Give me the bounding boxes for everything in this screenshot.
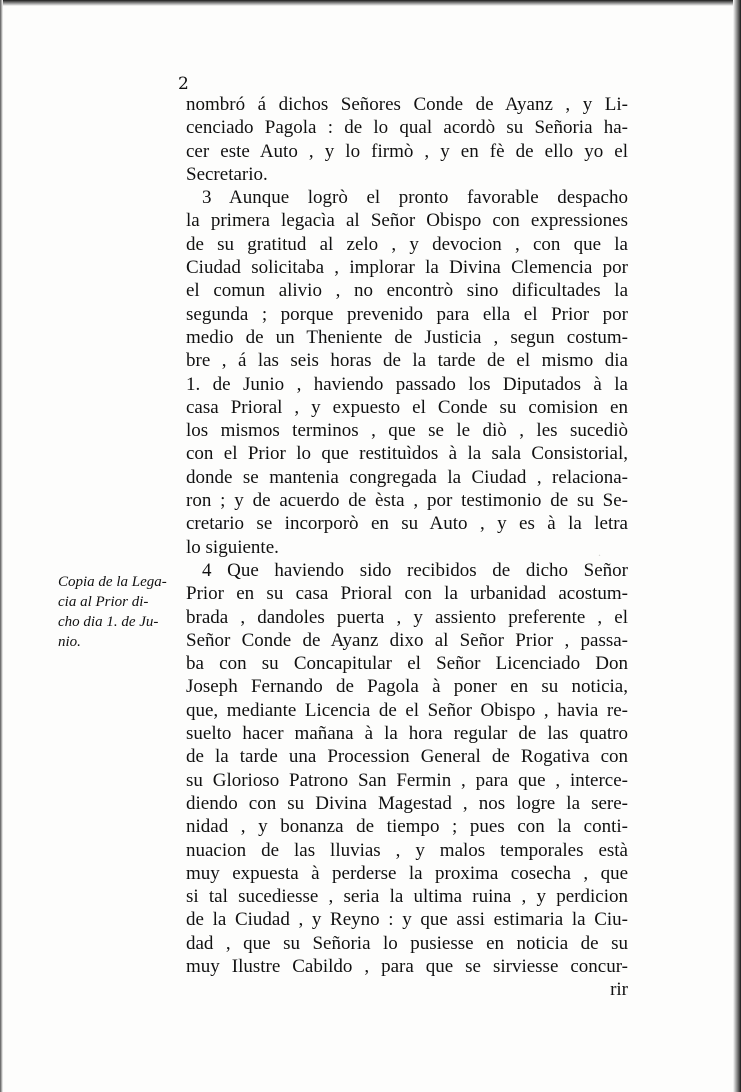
text-line: cer este Auto , y lo firmò , y en fè de ello yo el <box>186 140 628 162</box>
text-line: muy expuesta à perderse la proxima cosecha , que <box>186 862 628 884</box>
text-line: lo siguiente. <box>186 536 279 558</box>
paragraph-4-start: 4 Que haviendo sido recibidos de dicho Señor <box>202 559 628 581</box>
main-text-block <box>186 93 628 1002</box>
text-line: Ciudad solicitaba , implorar la Divina Clemencia por <box>186 257 628 279</box>
text-line: Secretario. <box>186 163 268 185</box>
text-line: Prior en su casa Prioral con la urbanidad acostum- <box>186 583 628 605</box>
text-line: el comun alivio , no encontrò sino dificultades la <box>186 280 628 302</box>
text-line: ron ; y de acuerdo de èsta , por testimonio de su Se- <box>186 490 628 512</box>
catchword: rir <box>610 979 628 1001</box>
text-line: segunda ; porque prevenido para ella el Prior por <box>186 303 628 325</box>
text-line: su Glorioso Patrono San Fermin , para que , interce- <box>186 769 628 791</box>
text-line: ba con su Concapitular el Señor Licenciado Don <box>186 653 628 675</box>
text-line: brada , dandoles puerta , y assiento preferente , el <box>186 606 628 628</box>
text-line: de la Ciudad , y Reyno : y que assi estimaria la Ciu- <box>186 909 628 931</box>
text-line: los mismos terminos , que se le diò , les sucediò <box>186 420 628 442</box>
margin-note-line: cho dia 1. de Ju- <box>58 614 159 630</box>
text-line: dad , que su Señoria lo pusiesse en noticia de su <box>186 932 628 954</box>
margin-note-line: cia al Prior di- <box>58 594 149 610</box>
text-line: muy Ilustre Cabildo , para que se sirviesse concur- <box>186 955 628 977</box>
text-line: cenciado Pagola : de lo qual acordò su Señoria ha- <box>186 117 628 139</box>
text-line: de la tarde una Procession General de Rogativa con <box>186 746 628 768</box>
text-line: de su gratitud al zelo , y devocion , con que la <box>186 233 628 255</box>
text-line: la primera legacìa al Señor Obispo con expressiones <box>186 210 628 232</box>
page-edge-shadow-left <box>0 0 3 1092</box>
text-line: si tal sucediesse , seria la ultima ruina , y perdicion <box>186 886 628 908</box>
margin-note <box>58 572 176 652</box>
text-line: suelto hacer mañana à la hora regular de las quatro <box>186 723 628 745</box>
text-line: Señor Conde de Ayanz dixo al Señor Prior , passa- <box>186 629 628 651</box>
text-line: diendo con su Divina Magestad , nos logre la sere- <box>186 792 628 814</box>
text-line: que, mediante Licencia de el Señor Obispo , havia re- <box>186 699 628 721</box>
margin-note-line: nio. <box>58 634 81 650</box>
page-edge-shadow-right <box>733 0 741 1092</box>
margin-note-line: Copia de la Lega- <box>58 574 167 590</box>
page-edge-shadow-top <box>0 0 741 6</box>
text-line: 1. de Junio , haviendo passado los Diputados à la <box>186 373 628 395</box>
text-line: nuacion de las lluvias , y malos temporales està <box>186 839 628 861</box>
paragraph-3-start: 3 Aunque logrò el pronto favorable despacho <box>202 187 628 209</box>
text-line: Joseph Fernando de Pagola à poner en su noticia, <box>186 676 628 698</box>
text-line: medio de un Theniente de Justicia , segun costum- <box>186 326 628 348</box>
text-line: donde se mantenia congregada la Ciudad , relaciona- <box>186 466 628 488</box>
bleed-through-mark: . <box>598 545 601 559</box>
page-number: 2 <box>178 74 189 94</box>
text-line: con el Prior lo que restituìdos à la sala Consistorial, <box>186 443 628 465</box>
text-line: casa Prioral , y expuesto el Conde su comision en <box>186 396 628 418</box>
text-line: bre , á las seis horas de la tarde de el mismo dia <box>186 350 628 372</box>
text-line: nidad , y bonanza de tiempo ; pues con la conti- <box>186 816 628 838</box>
text-line: nombró á dichos Señores Conde de Ayanz , y Li- <box>186 94 628 115</box>
text-line: cretario se incorporò en su Auto , y es à la letra <box>186 513 628 535</box>
